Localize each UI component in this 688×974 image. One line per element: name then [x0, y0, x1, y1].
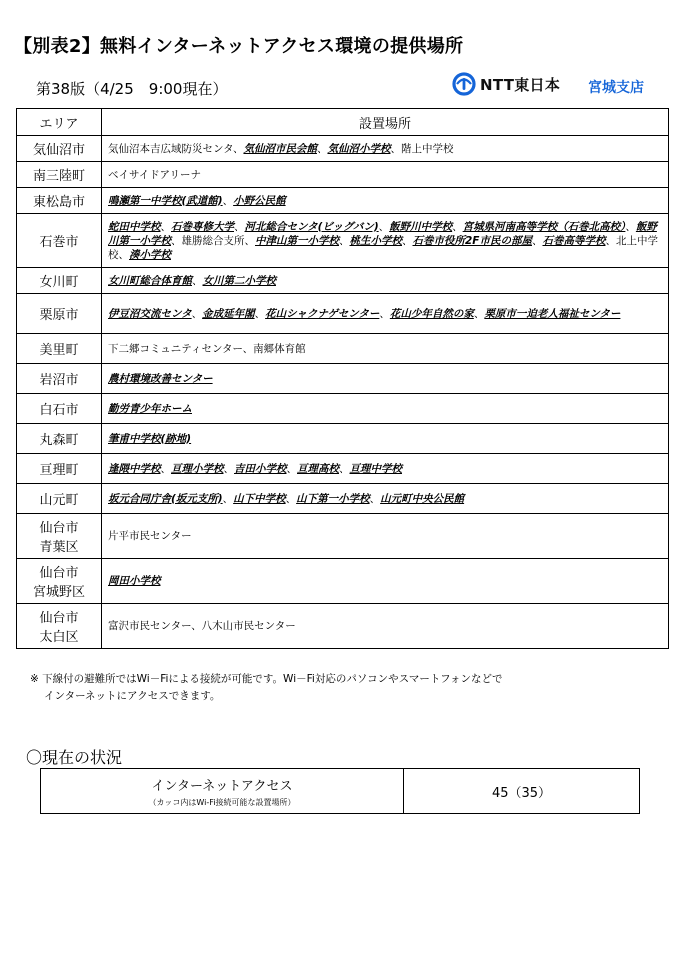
- wifi-location: 坂元合同庁舎(坂元支所): [108, 492, 223, 505]
- wifi-location: 鳴瀬第一中学校(武道館): [108, 194, 223, 207]
- separator: 、: [222, 194, 234, 207]
- wifi-location: 金成延年閣: [202, 307, 255, 320]
- separator: 、: [369, 492, 381, 505]
- area-name: 仙台市: [39, 566, 79, 581]
- wifi-location: 岡田小学校: [108, 575, 161, 587]
- places-cell: [102, 294, 669, 334]
- area-cell: [17, 188, 102, 214]
- wifi-location: 石巻高等学校: [542, 234, 606, 247]
- separator: 、: [171, 234, 182, 247]
- area-name: 気仙沼市: [32, 143, 85, 158]
- separator: 、: [223, 462, 234, 475]
- location: 気仙沼本吉広域防災センタ: [108, 142, 233, 155]
- location: 下二郷コミュニティセンター: [108, 342, 243, 355]
- status-table: [40, 768, 640, 814]
- location: 八木山市民センター: [201, 620, 296, 632]
- table-row: [17, 334, 669, 364]
- status-value-cell: [404, 769, 640, 814]
- wifi-location: 湊小学校: [129, 248, 171, 261]
- wifi-location: 飯野川中学校: [389, 220, 453, 233]
- branch-name: 宮城支店: [588, 80, 644, 96]
- area-name: 宮城野区: [32, 585, 85, 600]
- wifi-location: 山下第一小学校: [296, 492, 370, 505]
- wifi-location: 石巻市役所2F市民の部屋: [412, 234, 532, 247]
- table-row: [17, 424, 669, 454]
- area-name: 亘理町: [39, 463, 79, 478]
- area-cell: [17, 334, 102, 364]
- wifi-location: 吉田小学校: [234, 462, 287, 475]
- separator: 、: [191, 620, 202, 632]
- area-cell: [17, 394, 102, 424]
- status-label: インターネットアクセス: [151, 778, 293, 794]
- area-name: 白石市: [39, 403, 79, 418]
- ntt-logo: [452, 72, 560, 96]
- area-cell: [17, 559, 102, 604]
- wifi-location: 伊豆沼交流センタ: [108, 307, 192, 320]
- places-cell: [102, 424, 669, 454]
- area-name: 丸森町: [39, 433, 79, 448]
- area-name: 栗原市: [39, 308, 79, 323]
- area-name: 岩沼市: [39, 373, 79, 388]
- location: 片平市民センター: [108, 530, 192, 542]
- area-name: 太白区: [39, 630, 79, 645]
- separator: 、: [160, 462, 171, 475]
- area-name: 東松島市: [32, 195, 85, 210]
- wifi-location: 逢隈中学校: [108, 462, 161, 475]
- separator: 、: [473, 307, 485, 320]
- area-name: 仙台市: [39, 521, 79, 536]
- separator: 、: [254, 307, 266, 320]
- status-label-cell: [41, 769, 404, 814]
- places-column-header: 設置場所: [102, 109, 669, 136]
- separator: 、: [242, 342, 254, 355]
- separator: 、: [339, 462, 350, 475]
- wifi-location: 勤労青少年ホーム: [108, 402, 192, 415]
- separator: 、: [402, 234, 413, 247]
- wifi-location: 河北総合センタ(ビッグバン): [244, 220, 379, 233]
- table-row: [17, 454, 669, 484]
- table-row: [17, 162, 669, 188]
- places-cell: [102, 334, 669, 364]
- wifi-location: 宮城県河南高等学校（石巻北高校）: [462, 220, 626, 233]
- location: 南郷体育館: [253, 342, 306, 355]
- separator: 、: [192, 274, 203, 287]
- places-cell: [102, 364, 669, 394]
- places-cell: [102, 454, 669, 484]
- note-line-1: ※ 下線付の避難所ではWi－Fiによる接続が可能です。Wi－Fi対応のパソコンやスマートフォンなどで: [30, 673, 503, 685]
- wifi-location: 栗原市一迫老人福祉センター: [484, 307, 621, 320]
- area-column-header: エリア: [17, 109, 102, 136]
- area-cell: [17, 454, 102, 484]
- ntt-logo-icon: [452, 72, 476, 96]
- area-name: 石巻市: [39, 235, 79, 250]
- status-row: [41, 769, 640, 814]
- places-cell: [102, 268, 669, 294]
- places-cell: [102, 514, 669, 559]
- separator: 、: [232, 142, 244, 155]
- wifi-location: 女川第二小学校: [202, 274, 276, 287]
- places-cell: [102, 604, 669, 649]
- table-header-row: [17, 109, 669, 136]
- wifi-location: 農村環境改善センター: [108, 372, 213, 385]
- location: 階上中学校: [400, 142, 454, 155]
- area-cell: [17, 484, 102, 514]
- wifi-location: 亘理小学校: [171, 462, 224, 475]
- document-title: 【別表2】無料インターネットアクセス環境の提供場所: [14, 36, 464, 57]
- table-row: [17, 394, 669, 424]
- separator: 、: [285, 492, 297, 505]
- edition-label: 第38版（4/25 9:00現在）: [36, 80, 228, 98]
- company-name: NTT東日本: [480, 75, 561, 94]
- wifi-location: 亘理高校: [297, 462, 339, 475]
- location: 富沢市民センター: [108, 620, 192, 632]
- wifi-location: 亘理中学校: [349, 462, 402, 475]
- table-row: [17, 214, 669, 268]
- places-cell: [102, 214, 669, 268]
- table-row: [17, 604, 669, 649]
- places-cell: [102, 484, 669, 514]
- table-row: [17, 484, 669, 514]
- area-cell: [17, 136, 102, 162]
- area-name: 南三陸町: [32, 169, 85, 184]
- wifi-location: 石巻専修大学: [171, 220, 234, 233]
- separator: 、: [160, 220, 171, 233]
- area-name: 美里町: [39, 343, 79, 358]
- table-row: [17, 514, 669, 559]
- separator: 、: [286, 462, 297, 475]
- separator: 、: [390, 142, 401, 155]
- places-cell: [102, 394, 669, 424]
- table-row: [17, 294, 669, 334]
- area-cell: [17, 604, 102, 649]
- locations-table: [16, 108, 669, 649]
- table-row: [17, 559, 669, 604]
- area-name: 山元町: [39, 493, 79, 508]
- wifi-location: 気仙沼小学校: [327, 142, 391, 155]
- separator: 、: [339, 234, 350, 247]
- area-name: 女川町: [39, 275, 79, 290]
- wifi-location: 山元町中央公民館: [380, 492, 465, 505]
- wifi-location: 気仙沼市民会館: [243, 142, 317, 155]
- places-cell: [102, 136, 669, 162]
- location: ベイサイドアリーナ: [108, 168, 202, 181]
- location: 雄勝総合支所: [181, 234, 245, 247]
- wifi-location: 蛇田中学校: [108, 220, 161, 233]
- places-cell: [102, 162, 669, 188]
- places-cell: [102, 188, 669, 214]
- separator: 、: [452, 220, 463, 233]
- area-cell: [17, 214, 102, 268]
- separator: 、: [222, 492, 234, 505]
- separator: 、: [378, 220, 390, 233]
- area-cell: [17, 514, 102, 559]
- table-row: [17, 136, 669, 162]
- separator: 、: [605, 234, 616, 247]
- wifi-location: 小野公民館: [233, 194, 286, 207]
- wifi-location: 花山シャクナゲセンター: [265, 307, 380, 320]
- separator: 、: [234, 220, 245, 233]
- separator: 、: [244, 234, 255, 247]
- separator: 、: [379, 307, 390, 320]
- separator: 、: [118, 248, 129, 261]
- separator: 、: [625, 220, 636, 233]
- area-cell: [17, 294, 102, 334]
- area-cell: [17, 364, 102, 394]
- wifi-location: 筆甫中学校(跡地): [108, 432, 192, 445]
- status-sublabel: （カッコ内はWi-Fi接続可能な設置場所）: [148, 797, 296, 807]
- wifi-location: 飯野川第一小学校: [108, 220, 657, 247]
- separator: 、: [531, 234, 543, 247]
- separator: 、: [191, 307, 203, 320]
- wifi-location: 桃生小学校: [349, 234, 402, 247]
- area-name: 仙台市: [39, 611, 79, 626]
- wifi-note: [30, 671, 503, 705]
- wifi-location: 女川町総合体育館: [108, 274, 192, 287]
- note-line-2: インターネットにアクセスできます。: [44, 690, 221, 702]
- area-cell: [17, 424, 102, 454]
- places-cell: [102, 559, 669, 604]
- table-row: [17, 364, 669, 394]
- separator: 、: [316, 142, 328, 155]
- status-heading: 〇現在の状況: [26, 748, 123, 767]
- location: 北上中学校: [108, 234, 658, 261]
- area-name: 青葉区: [39, 540, 79, 555]
- status-value: 45（35）: [491, 785, 552, 801]
- wifi-location: 花山少年自然の家: [389, 307, 474, 320]
- area-cell: [17, 268, 102, 294]
- wifi-location: 中津山第一小学校: [255, 234, 339, 247]
- area-cell: [17, 162, 102, 188]
- table-row: [17, 268, 669, 294]
- table-row: [17, 188, 669, 214]
- wifi-location: 山下中学校: [233, 492, 286, 505]
